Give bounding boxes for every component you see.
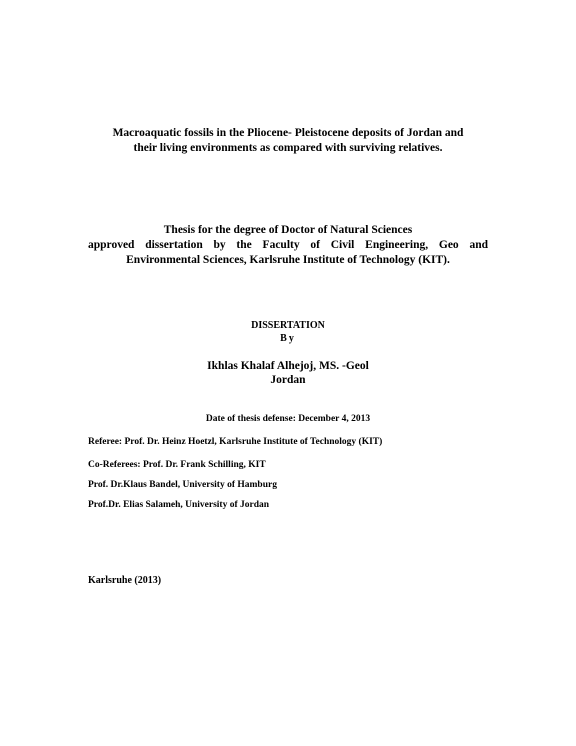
author-name: Ikhlas Khalaf Alhejoj, MS. -Geol [207,360,369,372]
author-country: Jordan [270,374,306,386]
place-and-year: Karlsruhe (2013) [88,575,162,586]
by-label: By [280,333,296,344]
thesis-title-line-1: Macroaquatic fossils in the Pliocene- Pleistocene deposits of Jordan and [112,127,464,139]
referee-line: Referee: Prof. Dr. Heinz Hoetzl, Karlsruhe Institute of Technology (KIT) [88,437,383,447]
committee-member-bandel: Prof. Dr.Klaus Bandel, University of Hamburg [88,480,277,490]
thesis-title-line-2: their living environments as compared with surviving relatives. [133,142,443,154]
degree-statement-line-3: Environmental Sciences, Karlsruhe Institute of Technology (KIT). [126,254,450,266]
dissertation-label: DISSERTATION [251,320,325,331]
degree-statement-line-2: approved dissertation by the Faculty of Civil Engineering, Geo and [88,239,488,251]
co-referees-line: Co-Referees: Prof. Dr. Frank Schilling, KIT [88,460,266,470]
defense-date: Date of thesis defense: December 4, 2013 [205,414,371,424]
degree-statement-line-1: Thesis for the degree of Doctor of Natural Sciences [163,224,413,236]
committee-member-salameh: Prof.Dr. Elias Salameh, University of Jordan [88,500,270,510]
thesis-title [60,126,516,156]
